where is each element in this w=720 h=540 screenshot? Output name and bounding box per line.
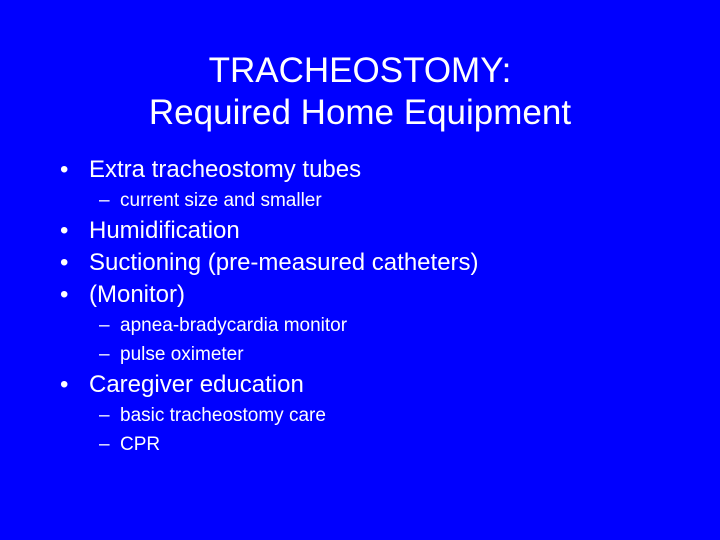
bullet-icon: • (60, 371, 69, 398)
bullet-text: Suctioning (pre-measured catheters) (89, 249, 479, 276)
bullet-icon: • (60, 281, 69, 308)
sub-bullet-item (58, 340, 698, 369)
bullet-text: Caregiver education (89, 371, 304, 398)
title-line-1: TRACHEOSTOMY: (208, 51, 512, 90)
bullet-item (58, 154, 698, 186)
bullet-icon: • (60, 249, 69, 276)
dash-icon: – (99, 434, 110, 455)
bullet-icon: • (60, 217, 69, 244)
bullet-icon: • (60, 156, 69, 183)
dash-icon: – (99, 315, 110, 336)
title-line-2: Required Home Equipment (148, 93, 572, 132)
sub-bullet-item (58, 186, 698, 215)
sub-bullet-text: apnea-bradycardia monitor (120, 315, 348, 336)
bullet-text: Humidification (89, 217, 240, 244)
sub-bullet-text: pulse oximeter (120, 344, 244, 365)
bullet-list (58, 154, 698, 459)
bullet-item (58, 247, 698, 279)
dash-icon: – (99, 405, 110, 426)
sub-bullet-text: current size and smaller (120, 190, 322, 211)
bullet-item (58, 215, 698, 247)
sub-bullet-item (58, 430, 698, 459)
dash-icon: – (99, 344, 110, 365)
sub-bullet-item (58, 401, 698, 430)
bullet-item (58, 279, 698, 311)
sub-bullet-text: basic tracheostomy care (120, 405, 326, 426)
sub-bullet-item (58, 311, 698, 340)
bullet-text: (Monitor) (89, 281, 186, 308)
bullet-text: Extra tracheostomy tubes (89, 156, 362, 183)
bullet-item (58, 369, 698, 401)
dash-icon: – (99, 190, 110, 211)
slide-title (0, 50, 720, 134)
sub-bullet-text: CPR (120, 434, 161, 455)
